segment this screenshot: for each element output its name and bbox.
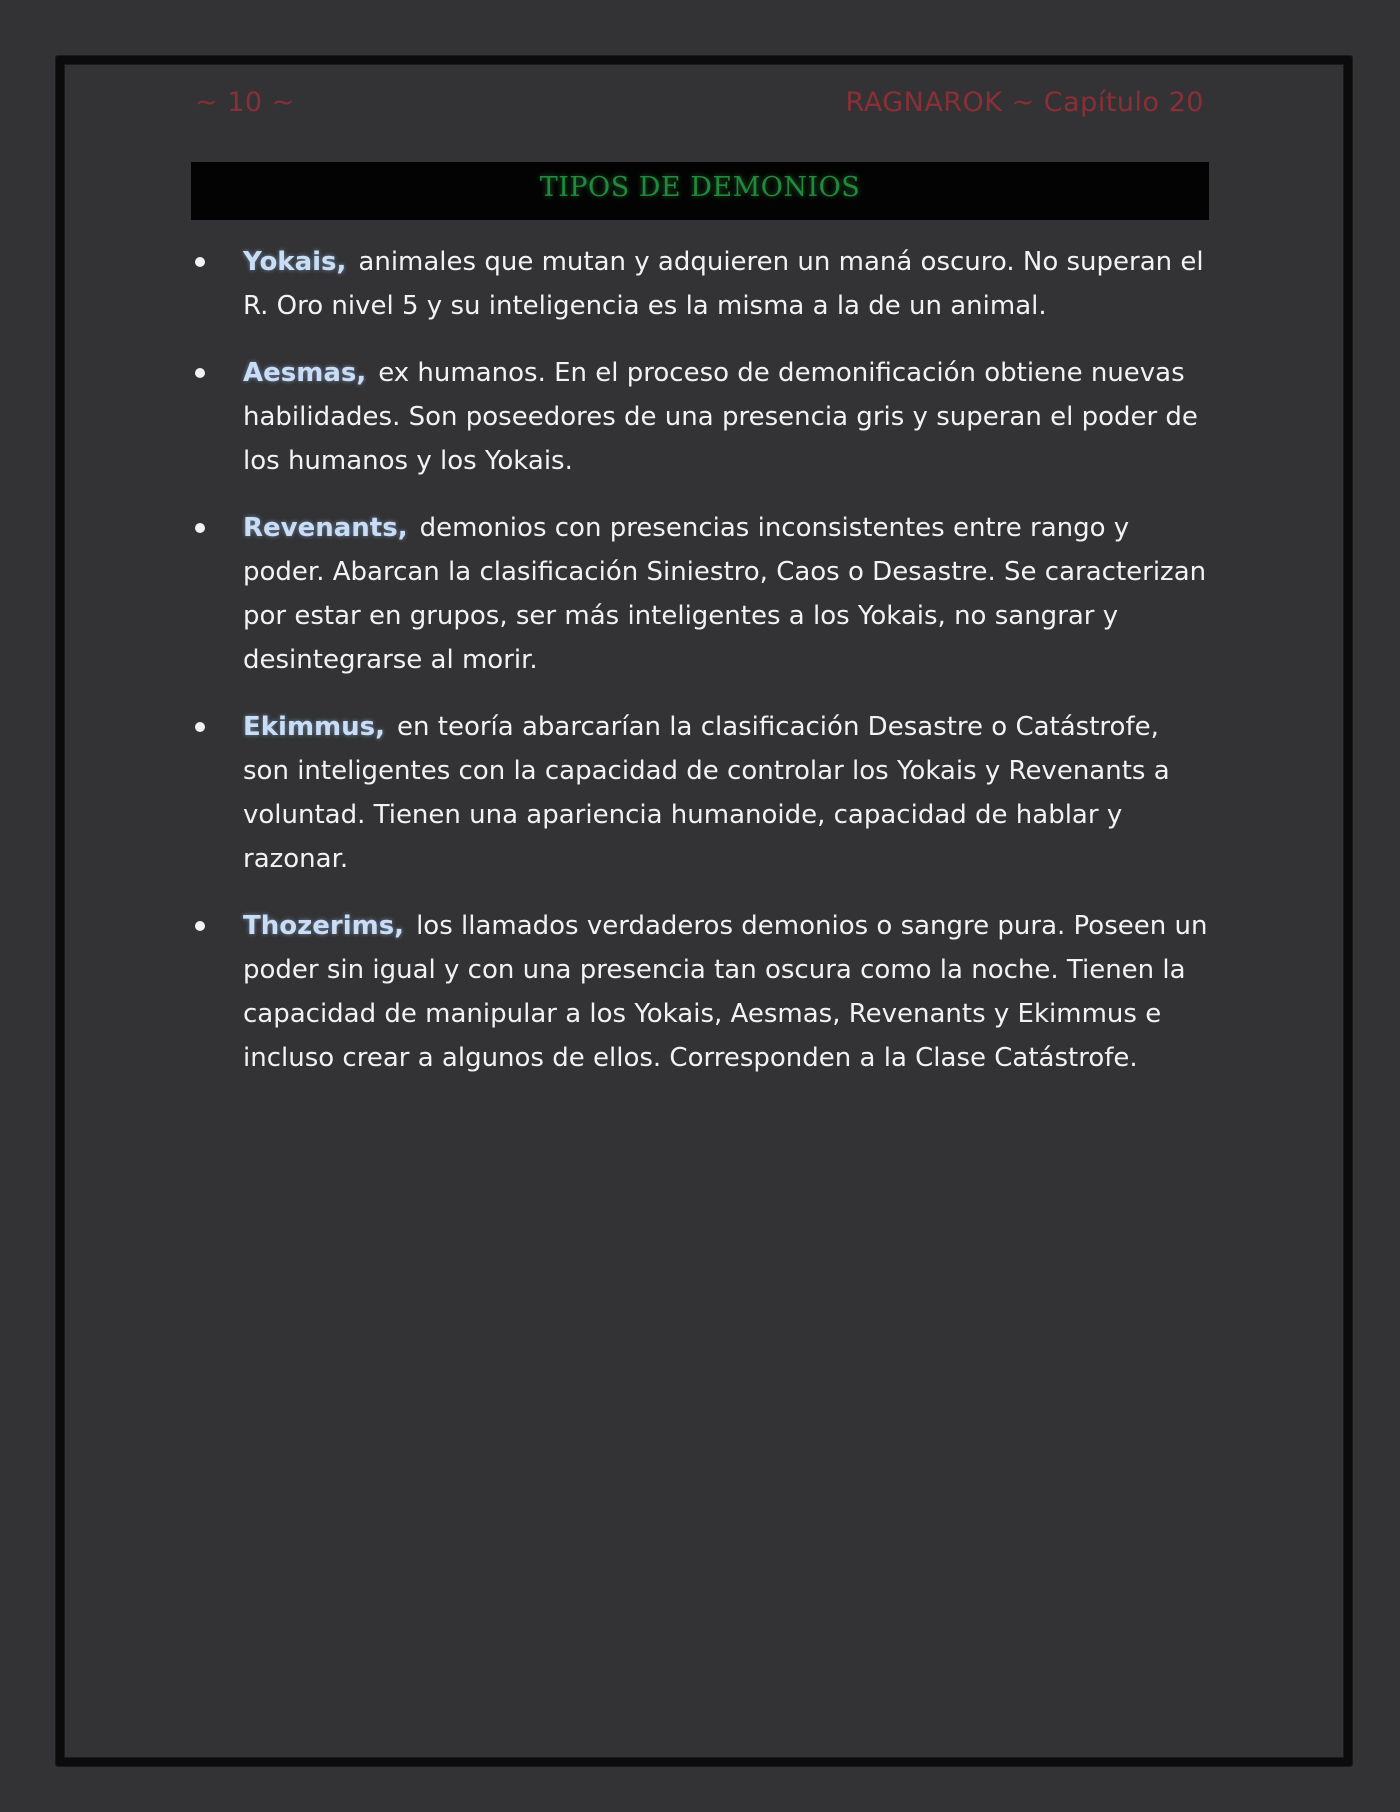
- list-item-aesmas: [191, 351, 1209, 483]
- list-item-yokais: [191, 240, 1209, 328]
- term-yokais: Yokais,: [243, 247, 347, 277]
- description-revenants: demonios con presencias inconsistentes entre rango y poder. Abarcan la clasificación Siniestro, Caos o Desastre. Se caracterizan por estar en grupos, ser más inteligentes a los Yokais, no sangrar y desintegrarse al morir.: [243, 513, 1207, 675]
- description-yokais: animales que mutan y adquieren un maná oscuro. No superan el R. Oro nivel 5 y su inteligencia es la misma a la de un animal.: [243, 247, 1204, 321]
- description-ekimmus: en teoría abarcarían la clasificación Desastre o Catástrofe, son inteligentes con la capacidad de controlar los Yokais y Revenants a voluntad. Tienen una apariencia humanoide, capacidad de hablar y razonar.: [243, 712, 1170, 874]
- chapter-title: RAGNAROK ~ Capítulo 20: [845, 86, 1204, 118]
- list-item-ekimmus: [191, 705, 1209, 881]
- description-thozerims: los llamados verdaderos demonios o sangre pura. Poseen un poder sin igual y con una presencia tan oscura como la noche. Tienen la capacidad de manipular a los Yokais, Aesmas, Revenants y Ekimmus e incluso crear a algunos de ellos. Corresponden a la Clase Catástrofe.: [243, 911, 1208, 1073]
- bullet-icon: [195, 368, 205, 378]
- demon-types-list: [191, 240, 1209, 1103]
- list-item-thozerims: [191, 904, 1209, 1080]
- bullet-icon: [195, 257, 205, 267]
- term-revenants: Revenants,: [243, 513, 408, 543]
- bullet-icon: [195, 722, 205, 732]
- page-header: [195, 82, 1204, 122]
- term-thozerims: Thozerims,: [243, 911, 405, 941]
- list-item-revenants: [191, 506, 1209, 682]
- bullet-icon: [195, 921, 205, 931]
- term-aesmas: Aesmas,: [243, 358, 367, 388]
- section-title-bar: [191, 162, 1209, 220]
- term-ekimmus: Ekimmus,: [243, 712, 386, 742]
- description-aesmas: ex humanos. En el proceso de demonificación obtiene nuevas habilidades. Son poseedores de una presencia gris y superan el poder de los humanos y los Yokais.: [243, 358, 1198, 476]
- bullet-icon: [195, 523, 205, 533]
- section-title: TIPOS DE DEMONIOS: [539, 171, 861, 203]
- page-number: ~ 10 ~: [195, 86, 295, 118]
